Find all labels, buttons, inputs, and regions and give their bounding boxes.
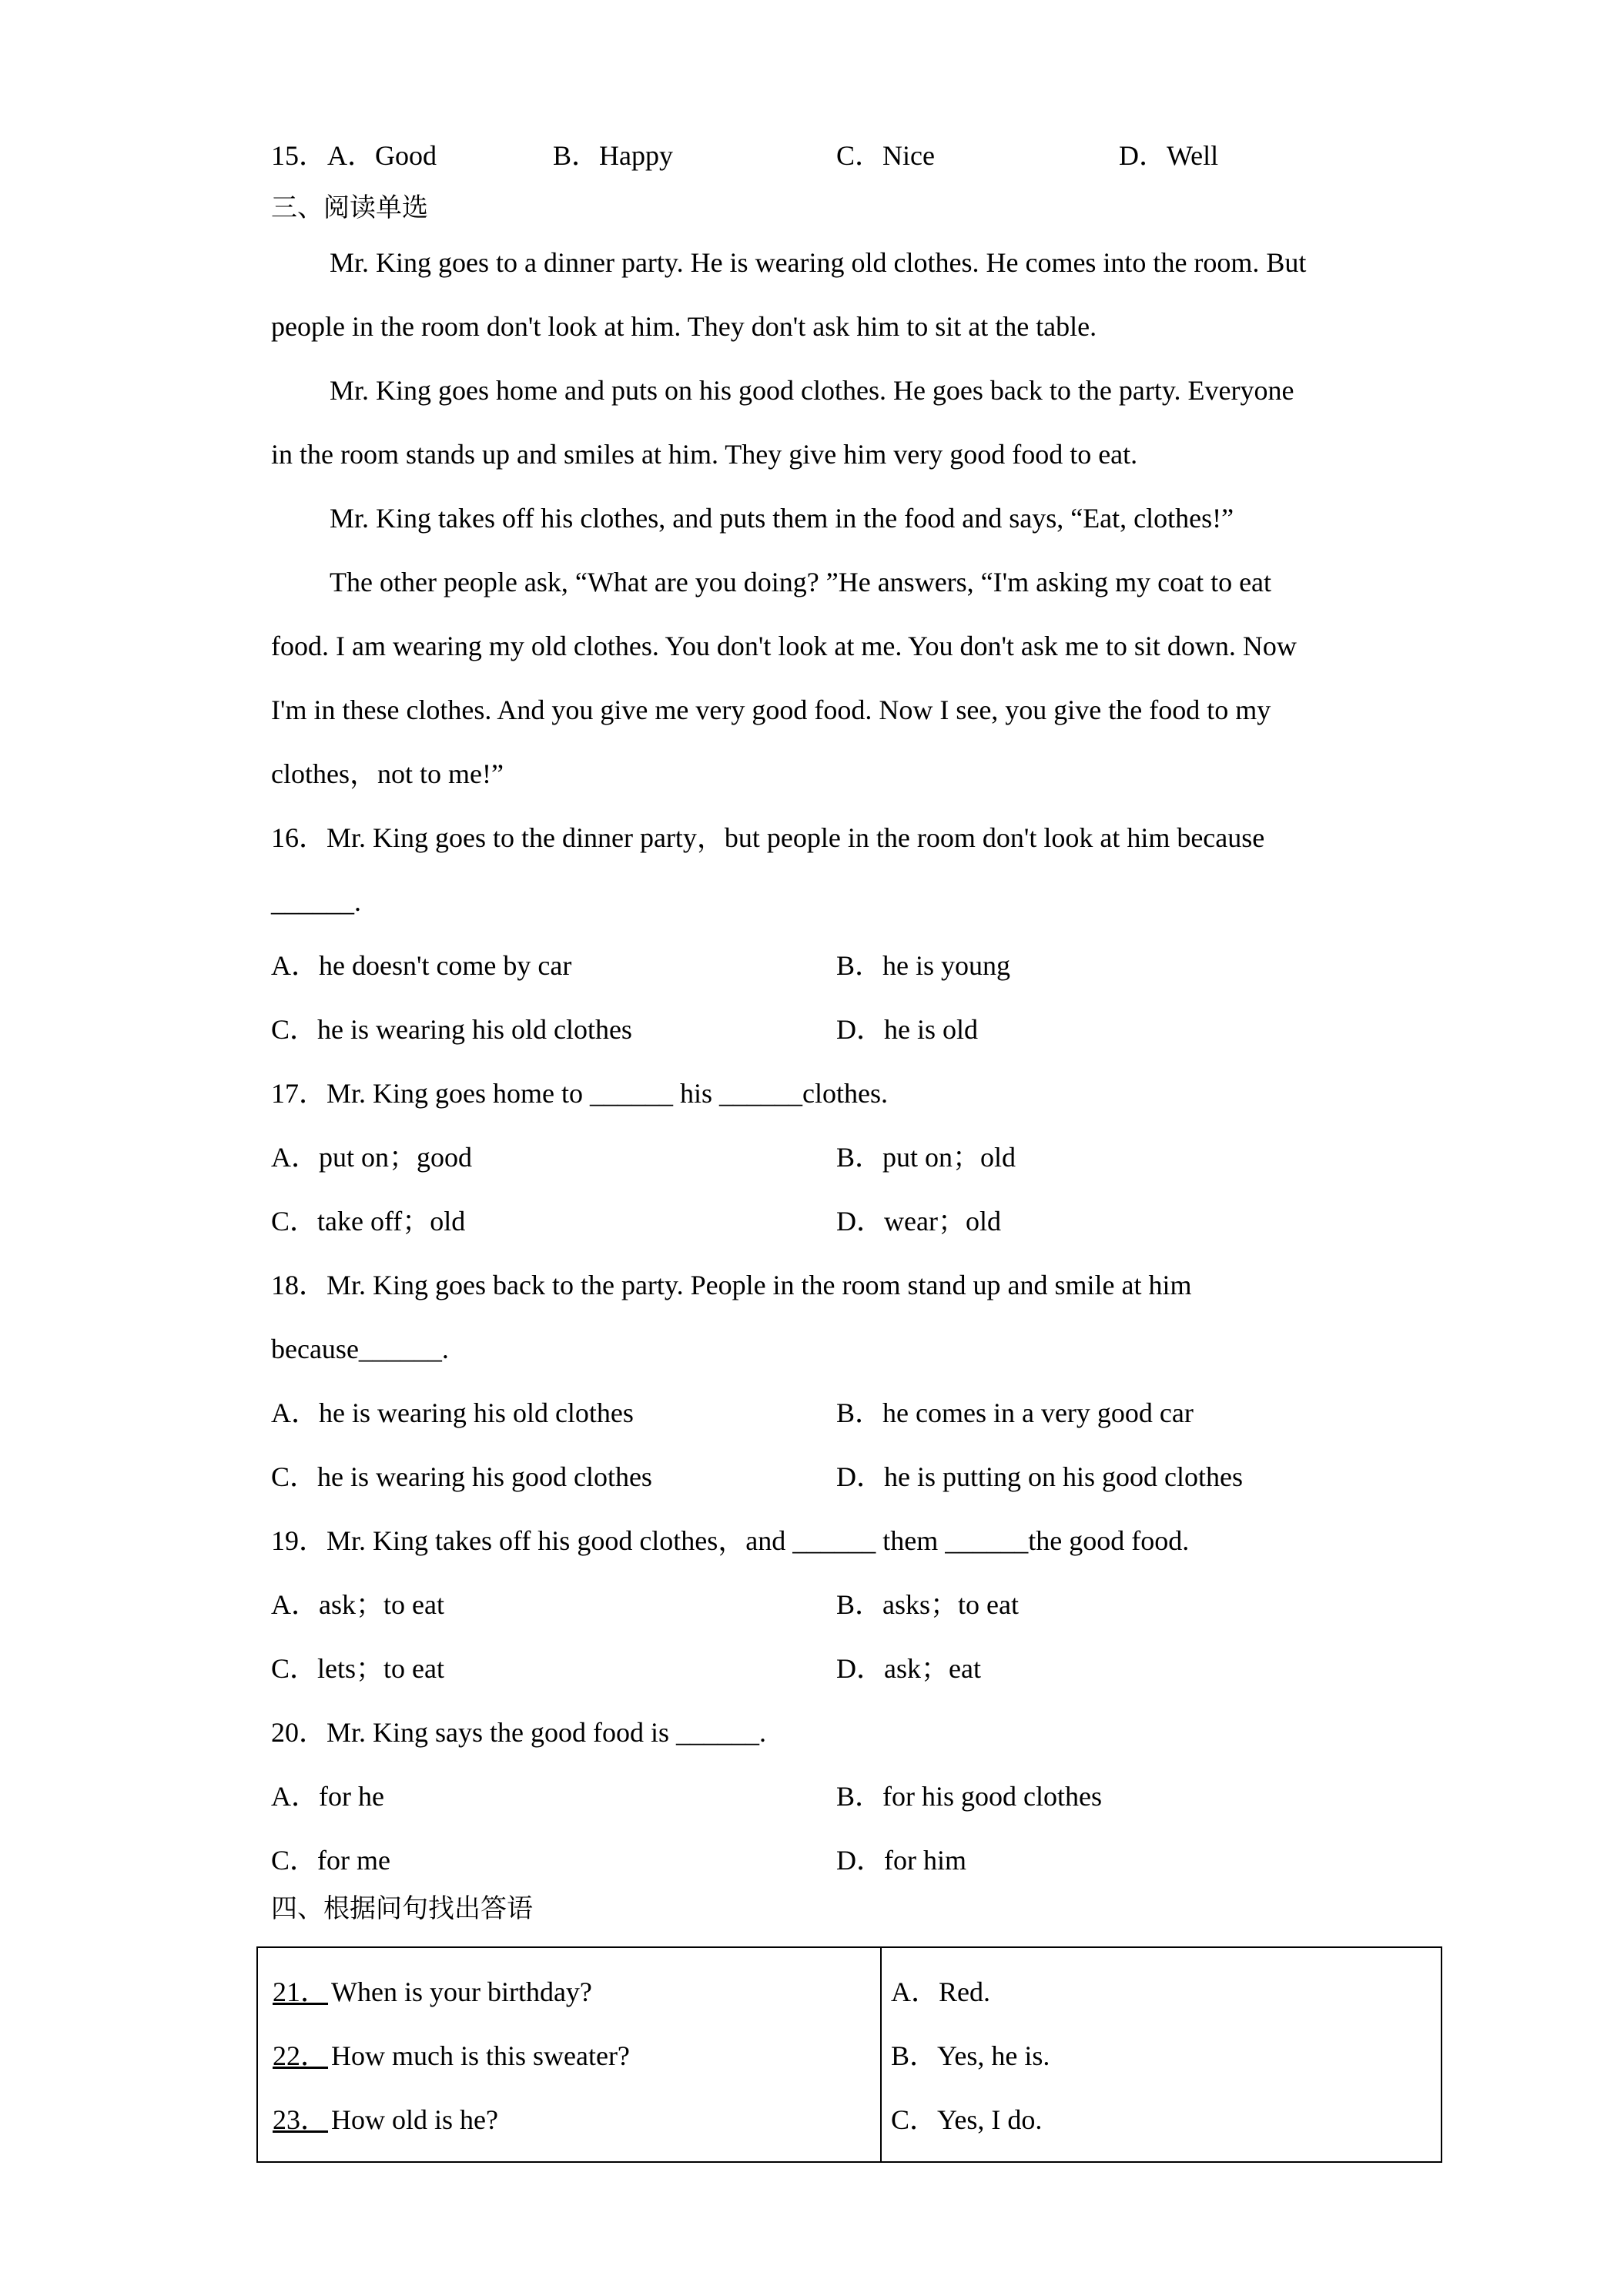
passage-line: food. I am wearing my old clothes. You don't look at me. You don't ask me to sit down. Now [271, 631, 1297, 661]
passage-line: in the room stands up and smiles at him. They give him very good food to eat. [271, 439, 1138, 470]
question-20-stem: 20．Mr. King says the good food is ______. [271, 1717, 766, 1748]
table-divider [880, 1948, 882, 2161]
q17-option-c: C．take off；old [271, 1206, 466, 1237]
q15-option-b: B．Happy [553, 140, 673, 171]
match-answer-c: C．Yes, I do. [891, 2104, 1043, 2135]
q18-option-b: B．he comes in a very good car [836, 1397, 1194, 1428]
match-answer-a: A．Red. [891, 1976, 990, 2007]
question-18-stem-cont: because______. [271, 1334, 449, 1364]
question-17-stem: 17．Mr. King goes home to ______ his ______clothes. [271, 1078, 888, 1109]
passage-line: I'm in these clothes. And you give me very good food. Now I see, you give the food to my [271, 694, 1271, 725]
question-text: How old is he? [331, 2104, 498, 2135]
match-question-23 [273, 2103, 498, 2137]
q20-option-c: C．for me [271, 1845, 390, 1876]
passage-line: people in the room don't look at him. They don't ask him to sit at the table. [271, 311, 1097, 342]
match-answer-b: B．Yes, he is. [891, 2040, 1050, 2071]
q18-option-c: C．he is wearing his good clothes [271, 1461, 652, 1492]
match-question-22 [273, 2039, 630, 2073]
passage-line: The other people ask, “What are you doing? ”He answers, “I'm asking my coat to eat [330, 567, 1272, 597]
q15-option-a: A．Good [327, 140, 437, 171]
passage-line: Mr. King takes off his clothes, and puts them in the food and says, “Eat, clothes!” [330, 503, 1234, 534]
q16-option-c: C．he is wearing his old clothes [271, 1014, 632, 1045]
question-number: 23． [273, 2104, 329, 2135]
passage-line: Mr. King goes to a dinner party. He is wearing old clothes. He comes into the room. But [330, 247, 1307, 278]
q16-option-b: B．he is young [836, 950, 1011, 981]
q19-option-b: B．asks；to eat [836, 1589, 1019, 1620]
q20-option-b: B．for his good clothes [836, 1781, 1102, 1812]
q16-option-d: D．he is old [836, 1014, 978, 1045]
section3-heading: 三、阅读单选 [271, 192, 428, 223]
q17-option-b: B．put on；old [836, 1142, 1016, 1173]
question-16-stem: 16．Mr. King goes to the dinner party，but people in the room don't look at him because [271, 822, 1265, 853]
question-text: When is your birthday? [331, 1976, 592, 2007]
q17-option-a: A．put on；good [271, 1142, 473, 1173]
question-18-stem: 18．Mr. King goes back to the party. People in the room stand up and smile at him [271, 1270, 1192, 1300]
passage-line: clothes，not to me!” [271, 758, 504, 789]
q16-option-a: A．he doesn't come by car [271, 950, 572, 981]
q19-option-a: A．ask；to eat [271, 1589, 444, 1620]
matching-table [256, 1946, 1442, 2163]
q18-option-a: A．he is wearing his old clothes [271, 1397, 634, 1428]
q20-option-d: D．for him [836, 1845, 966, 1876]
match-question-21 [273, 1975, 592, 2009]
question-16-stem-cont: ______. [271, 886, 361, 917]
question-text: How much is this sweater? [331, 2040, 630, 2071]
question-number: 21． [273, 1976, 329, 2007]
q15-option-d: D．Well [1119, 140, 1219, 171]
q17-option-d: D．wear；old [836, 1206, 1001, 1237]
q15-option-c: C．Nice [836, 140, 935, 171]
question-19-stem: 19．Mr. King takes off his good clothes，and ______ them ______the good food. [271, 1525, 1190, 1556]
q19-option-c: C．lets；to eat [271, 1653, 444, 1684]
q15-number: 15． [271, 140, 327, 171]
q18-option-d: D．he is putting on his good clothes [836, 1461, 1243, 1492]
section4-heading: 四、根据问句找出答语 [271, 1893, 533, 1924]
q19-option-d: D．ask；eat [836, 1653, 981, 1684]
passage-line: Mr. King goes home and puts on his good clothes. He goes back to the party. Everyone [330, 375, 1294, 406]
question-number: 22． [273, 2040, 329, 2071]
q20-option-a: A．for he [271, 1781, 384, 1812]
